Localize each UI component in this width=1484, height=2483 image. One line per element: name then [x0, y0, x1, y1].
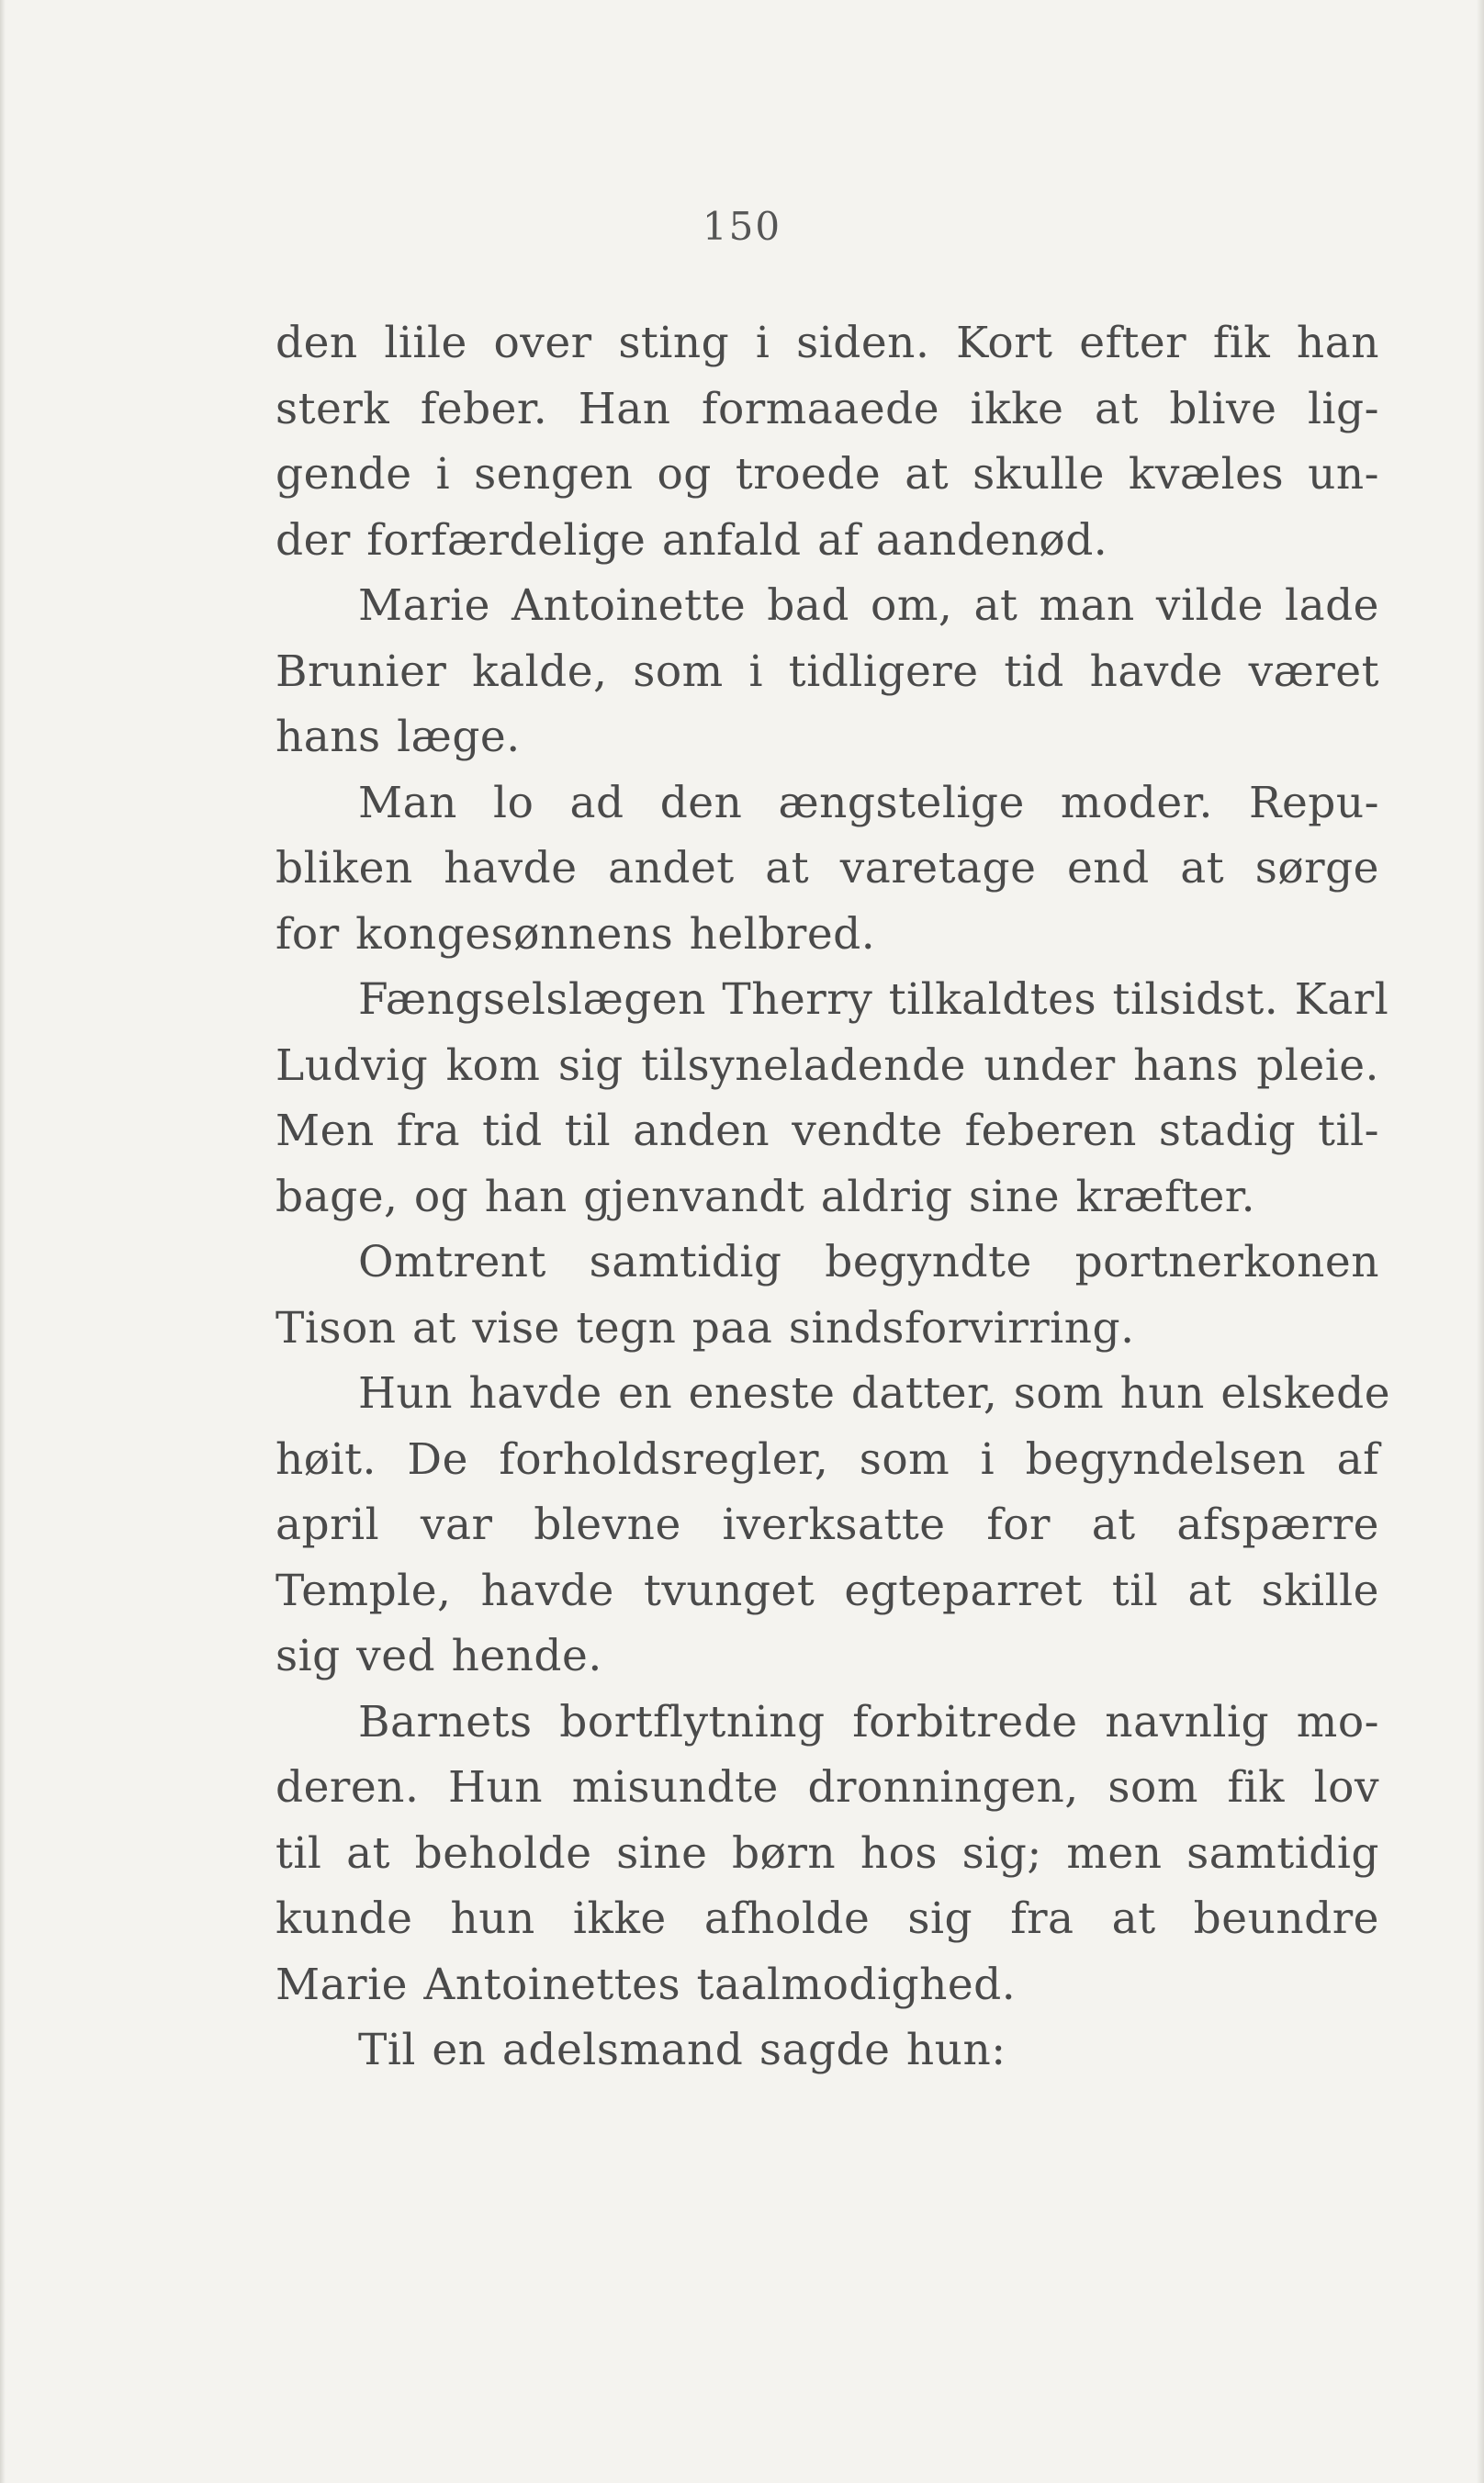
text-line: Ludvig kom sig tilsyneladende under hans pleie.: [275, 1039, 1379, 1091]
text-line: Men fra tid til anden vendte feberen stadig til-: [275, 1106, 1379, 1156]
text-line: Temple, havde tvunget egteparret til at skille: [275, 1565, 1379, 1616]
text-line: Hun havde en eneste datter, som hun elskede: [358, 1368, 1391, 1419]
text-line: deren. Hun misundte dronningen, som fik lov: [275, 1762, 1379, 1813]
text-line: april var blevne iverksatte for at afspærre: [275, 1500, 1379, 1550]
text-line: den liile over sting i siden. Kort efter fik han: [275, 318, 1379, 368]
text-line: Omtrent samtidig begyndte portnerkonen: [358, 1237, 1379, 1287]
text-line: hans læge.: [275, 712, 521, 762]
text-line: Man lo ad den ængstelige moder. Repu-: [358, 777, 1379, 828]
text-line: sig ved hende.: [275, 1631, 602, 1681]
text-line: sterk feber. Han formaaede ikke at blive lig-: [275, 383, 1379, 434]
page-edge-right: [1477, 0, 1484, 2483]
text-line: Brunier kalde, som i tidligere tid havde været: [275, 646, 1379, 697]
text-line: Fængselslægen Therry tilkaldtes tilsidst. Karl: [358, 974, 1389, 1025]
text-line: for kongesønnens helbred.: [275, 908, 876, 960]
text-line: Tison at vise tegn paa sindsforvirring.: [275, 1302, 1135, 1354]
text-line: kunde hun ikke afholde sig fra at beundre: [275, 1893, 1379, 1944]
body-text: [275, 310, 1391, 2084]
text-line: bage, og han gjenvandt aldrig sine kræfter.: [275, 1171, 1256, 1222]
text-line: der forfærdelige anfald af aandenød.: [275, 514, 1108, 566]
page-edge-left: [0, 0, 6, 2483]
page-number: 150: [702, 204, 782, 249]
text-line: høit. De forholdsregler, som i begyndelsen af: [275, 1433, 1379, 1485]
text-line: bliken havde andet at varetage end at sørge: [275, 843, 1379, 893]
text-line: Marie Antoinette bad om, at man vilde lade: [358, 580, 1379, 631]
text-line: gende i sengen og troede at skulle kvæles un-: [275, 449, 1379, 500]
text-line: Til en adelsmand sagde hun:: [358, 2025, 1006, 2075]
text-line: til at beholde sine børn hos sig; men samtidig: [275, 1827, 1379, 1879]
text-line: Barnets bortflytning forbitrede navnlig mo-: [358, 1696, 1379, 1747]
text-line: Marie Antoinettes taalmodighed.: [275, 1959, 1017, 2010]
